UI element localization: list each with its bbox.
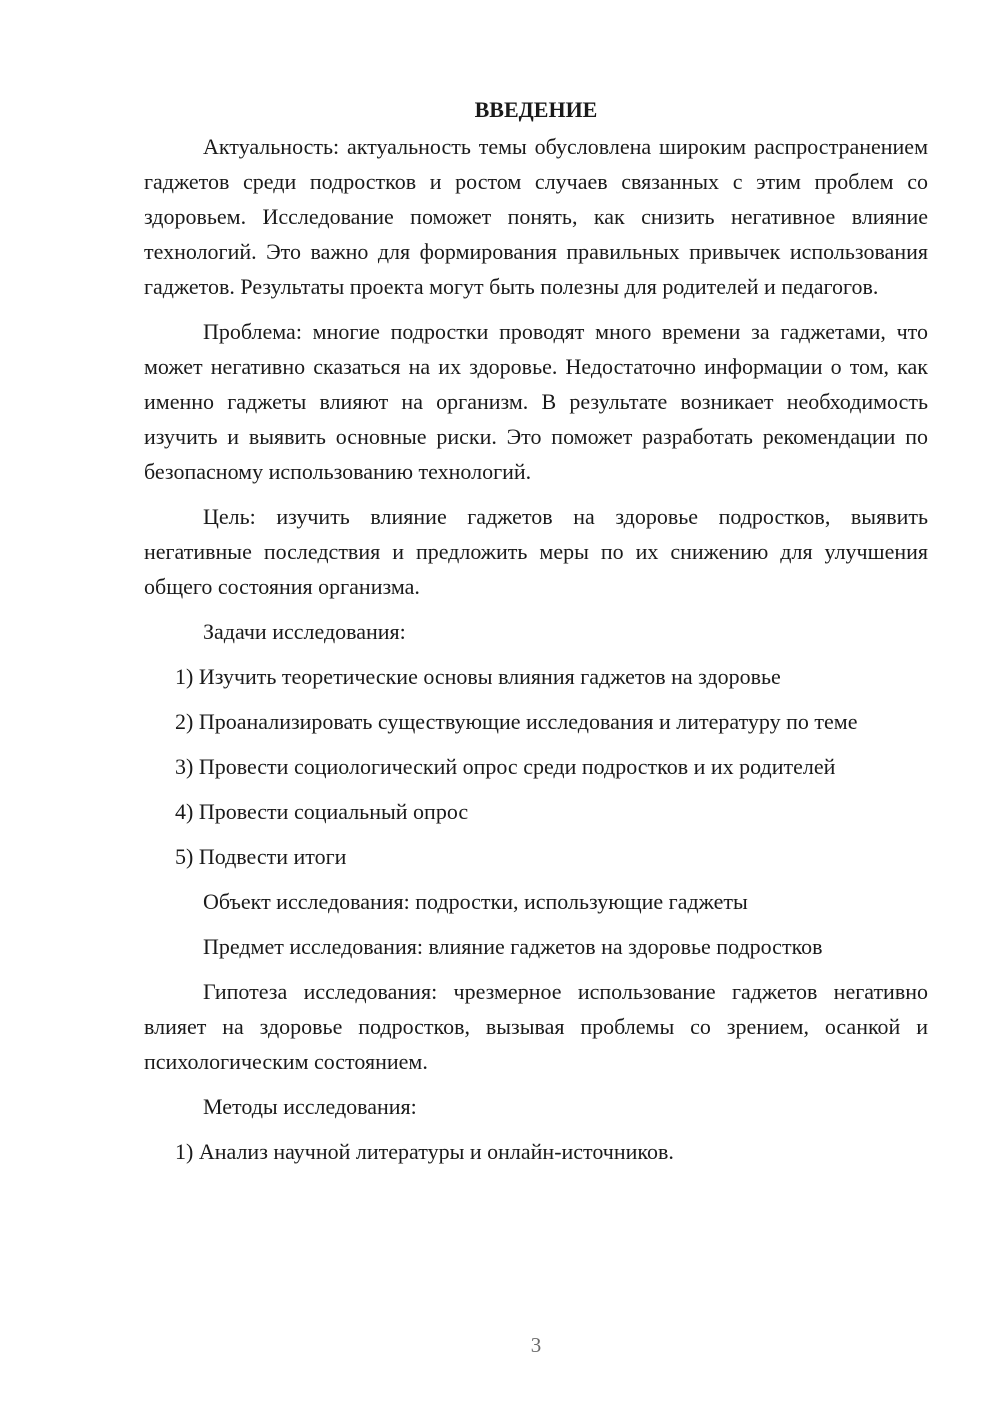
task-item: 1) Изучить теоретические основы влияния гаджетов на здоровье bbox=[175, 664, 781, 689]
task-item: 5) Подвести итоги bbox=[175, 844, 347, 869]
methods-heading: Методы исследования: bbox=[203, 1094, 417, 1119]
task-item: 4) Провести социальный опрос bbox=[175, 799, 469, 824]
relevance-paragraph: Актуальность: актуальность темы обусловлена широким распространением гаджетов среди подростков и ростом случаев связанных с этим проблем со здоровьем. Исследование поможет понять, как снизить негативное влияние технологий. Это важно для формирования правильных привычек использования гаджетов. Результаты проекта могут быть полезны для родителей и педагогов. bbox=[144, 134, 928, 299]
page-number: 3 bbox=[530, 1333, 542, 1357]
task-item: 2) Проанализировать существующие исследования и литературу по теме bbox=[175, 709, 858, 734]
tasks-heading: Задачи исследования: bbox=[203, 619, 406, 644]
problem-paragraph: Проблема: многие подростки проводят много времени за гаджетами, что может негативно сказаться на их здоровье. Недостаточно информации о том, как именно гаджеты влияют на организм. В результате возникает необходимость изучить и выявить основные риски. Это поможет разработать рекомендации по безопасному использованию технологий. bbox=[144, 319, 928, 484]
document-body bbox=[144, 92, 928, 1179]
hypothesis-paragraph: Гипотеза исследования: чрезмерное использование гаджетов негативно влияет на здоровье подростков, вызывая проблемы со зрением, осанкой и психологическим состоянием. bbox=[144, 979, 928, 1074]
page-title: ВВЕДЕНИЕ bbox=[474, 97, 598, 122]
method-item: 1) Анализ научной литературы и онлайн-источников. bbox=[175, 1139, 674, 1164]
object-paragraph: Объект исследования: подростки, использующие гаджеты bbox=[203, 889, 748, 914]
task-item: 3) Провести социологический опрос среди подростков и их родителей bbox=[175, 754, 836, 779]
subject-paragraph: Предмет исследования: влияние гаджетов на здоровье подростков bbox=[203, 934, 823, 959]
goal-paragraph: Цель: изучить влияние гаджетов на здоровье подростков, выявить негативные последствия и предложить меры по их снижению для улучшения общего состояния организма. bbox=[144, 504, 928, 599]
